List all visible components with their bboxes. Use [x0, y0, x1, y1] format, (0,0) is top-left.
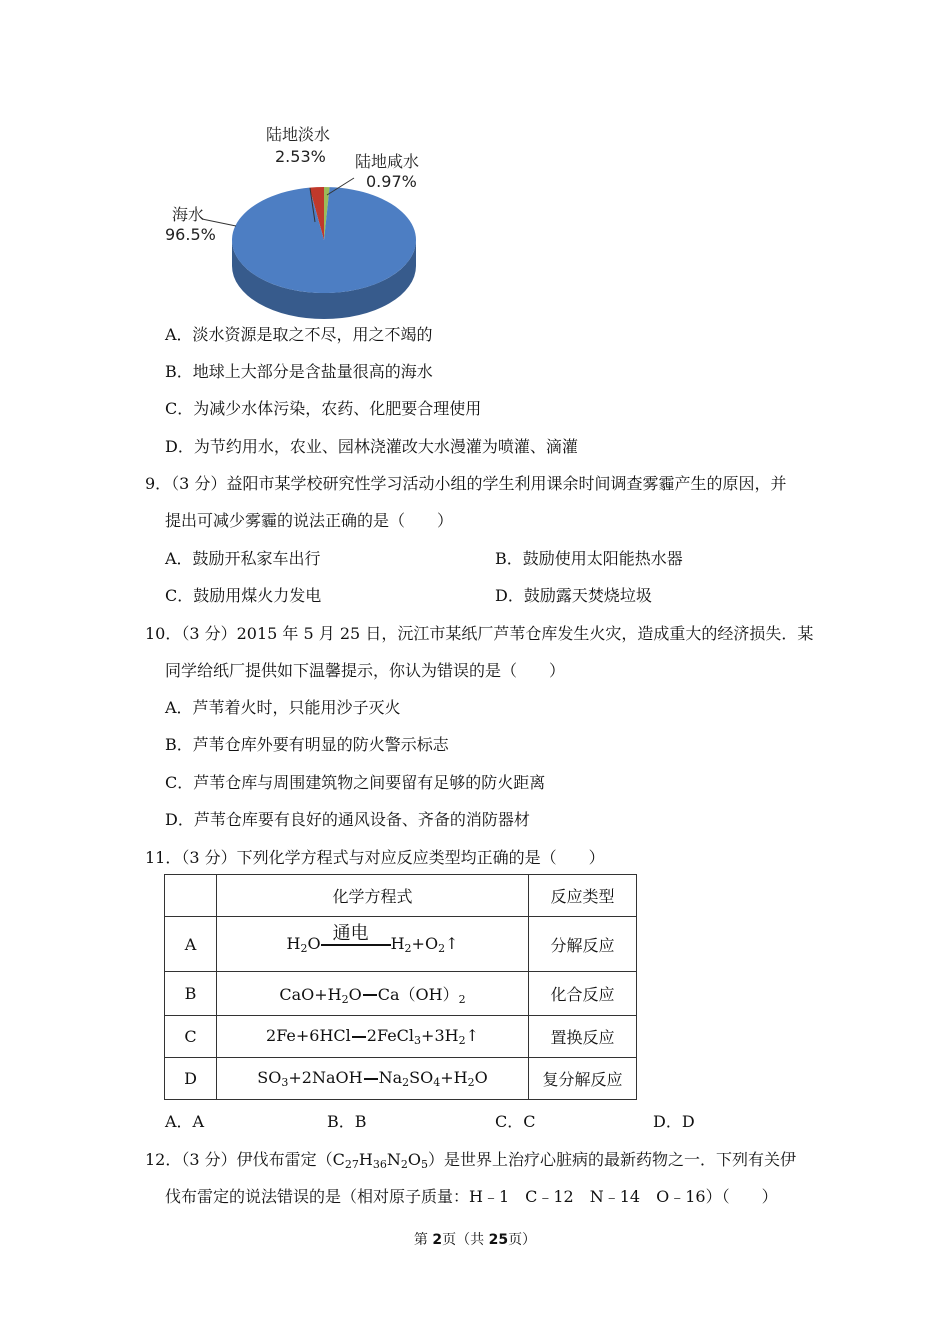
q11-option-d: D．D	[653, 1112, 695, 1131]
q9-option-b: B．鼓励使用太阳能热水器	[495, 549, 683, 568]
q9-option-c: C．鼓励用煤火力发电	[165, 586, 322, 605]
q12-stem-line1: 12．（3 分）伊伐布雷定$(C_{27}H_{36}N_2O_5)$是世界上治疗心脏病的最新药物之一．下列有关伊	[145, 1150, 796, 1171]
q8-option-a: A．淡水资源是取之不尽，用之不竭的	[165, 325, 433, 344]
row-key: D	[165, 1058, 217, 1100]
pie-value-salt-land-water: 0.97%	[366, 172, 417, 191]
table-row	[165, 1016, 637, 1058]
q9-stem-line2: 提出可减少雾霾的说法正确的是（ ）	[165, 511, 454, 530]
condition-text: 通电	[332, 923, 369, 944]
q11-option-c: C．C	[495, 1112, 536, 1131]
gas-arrow-icon: ↑	[465, 1026, 479, 1045]
q8-option-c: C．为减少水体污染，农药、化肥要合理使用	[165, 399, 482, 418]
q10-stem-line1: 10．（3 分）2015 年 5 月 25 日，沅江市某纸厂芦苇仓库发生火灾，造成重大的经济损失．某	[145, 624, 814, 643]
q11-option-a: A．A	[165, 1112, 205, 1131]
q9-option-a: A．鼓励开私家车出行	[165, 549, 321, 568]
row-equation: $SO_3+2NaOH$ $Na_2SO_4+H_2O$	[217, 1058, 529, 1100]
q8-option-b: B．地球上大部分是含盐量很高的海水	[165, 362, 433, 381]
q9-option-d: D．鼓励露天焚烧垃圾	[495, 586, 652, 605]
condition-equals-sign	[321, 923, 391, 955]
q11-option-b: B．B	[327, 1112, 367, 1131]
row-type: 分解反应	[529, 917, 637, 972]
q12-stem-line2: 伐布雷定的说法错误的是（相对原子质量：H﹣1 C﹣12 N﹣14 O﹣16）（ ）	[165, 1187, 778, 1206]
page-footer: 第 2页（共 25页）	[413, 1232, 537, 1248]
row-key: C	[165, 1016, 217, 1058]
equals-sign	[364, 1078, 378, 1080]
equals-sign	[352, 1036, 366, 1038]
pie-value-fresh-water: 2.53%	[275, 147, 326, 166]
pie-label-fresh-water: 陆地淡水	[266, 125, 331, 144]
q11-stem: 11．（3 分）下列化学方程式与对应反应类型均正确的是（ ）	[145, 848, 605, 867]
header-cell-type: 反应类型	[529, 875, 637, 917]
pie-value-sea-water: 96.5%	[165, 225, 216, 244]
row-equation: $H_2O$ 通电 $H_2+O_2↑$	[217, 917, 529, 972]
equation-table	[164, 874, 637, 1100]
table-header-row	[165, 875, 637, 917]
row-key: B	[165, 972, 217, 1016]
q10-option-c: C．芦苇仓库与周围建筑物之间要留有足够的防火距离	[165, 773, 546, 792]
q10-option-d: D．芦苇仓库要有良好的通风设备、齐备的消防器材	[165, 810, 530, 829]
header-cell-equation: 化学方程式	[217, 875, 529, 917]
gas-arrow-icon: ↑	[445, 934, 459, 953]
row-type: 置换反应	[529, 1016, 637, 1058]
q8-option-d: D．为节约用水，农业、园林浇灌改大水漫灌为喷灌、滴灌	[165, 437, 578, 456]
q10-option-a: A．芦苇着火时，只能用沙子灭火	[165, 698, 401, 717]
row-type: 化合反应	[529, 972, 637, 1016]
q9-stem-line1: 9．（3 分）益阳市某学校研究性学习活动小组的学生利用课余时间调查雾霾产生的原因，并	[145, 474, 787, 493]
table-row	[165, 972, 637, 1016]
table-row	[165, 917, 637, 972]
page-total: 25	[488, 1232, 509, 1248]
header-cell-key	[165, 875, 217, 917]
table-row	[165, 1058, 637, 1100]
row-equation: 2Fe+6HCl $2FeCl_3+3H_2↑$	[217, 1016, 529, 1058]
equals-sign	[363, 994, 377, 996]
row-type: 复分解反应	[529, 1058, 637, 1100]
pie-label-sea-water: 海水	[172, 205, 205, 224]
row-key: A	[165, 917, 217, 972]
row-equation: $CaO+H_2O$ $Ca(OH)_2$	[217, 972, 529, 1016]
q10-option-b: B．芦苇仓库外要有明显的防火警示标志	[165, 735, 449, 754]
page-number: 2	[432, 1232, 443, 1248]
pie-label-salt-land-water: 陆地咸水	[355, 152, 420, 171]
q10-stem-line2: 同学给纸厂提供如下温馨提示，你认为错误的是（ ）	[165, 661, 566, 680]
